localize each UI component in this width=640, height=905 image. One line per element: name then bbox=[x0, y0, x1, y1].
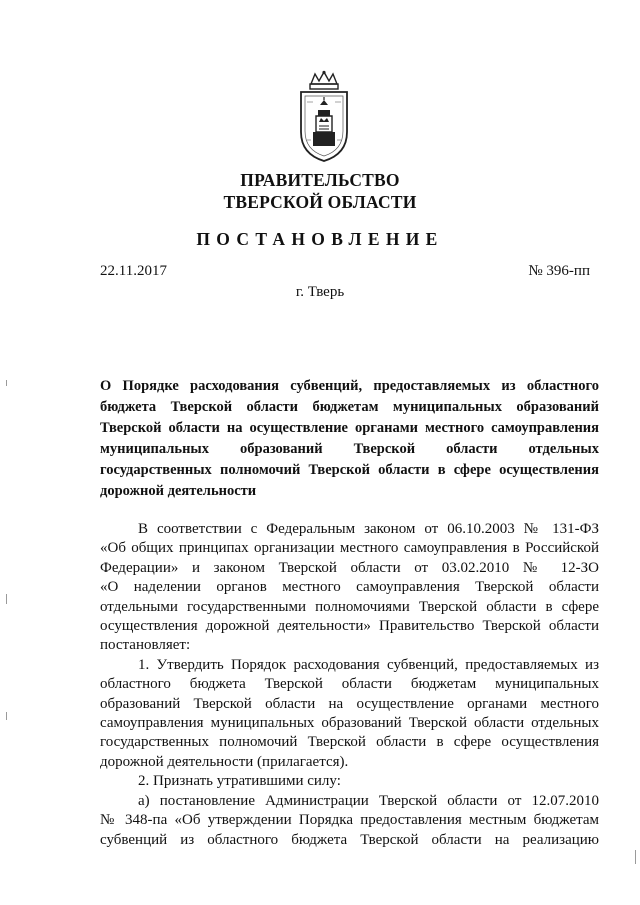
subject-line: О Порядке расходования субвенций, предоставляемых из областного bbox=[100, 378, 599, 394]
government-title-line1: ПРАВИТЕЛЬСТВО bbox=[240, 170, 400, 190]
body-line: В соответствии с Федеральным законом от 06.10.2003 № 131-ФЗ bbox=[138, 521, 599, 537]
body-line: государственных полномочий Тверской области в сфере осуществления bbox=[100, 734, 599, 751]
body-line: отдельными государственными полномочиями Тверской области в сфере bbox=[100, 598, 599, 615]
document-number: № 396-пп bbox=[528, 263, 590, 279]
subject-line: государственных полномочий Тверской области в сфере осуществления bbox=[100, 462, 599, 478]
body-line: «Об общих принципах организации местного самоуправления в Российской bbox=[100, 540, 599, 557]
document-type-heading: ПОСТАНОВЛЕНИЕ bbox=[196, 229, 444, 249]
body-line: субвенций из областного бюджета Тверской области на реализацию bbox=[100, 831, 599, 848]
subject-line: бюджета Тверской области бюджетам муниципальных образований bbox=[100, 399, 599, 415]
body-line: 2. Признать утратившими силу: bbox=[138, 773, 341, 790]
scan-artifact bbox=[635, 850, 636, 864]
document-body bbox=[100, 520, 599, 850]
body-line: № 348-па «Об утверждении Порядка предоставления местным бюджетам bbox=[100, 812, 599, 829]
body-line: образований Тверской области на осуществление органами местного bbox=[100, 695, 599, 712]
document-city: г. Тверь bbox=[295, 284, 345, 300]
scan-artifact bbox=[6, 712, 7, 720]
body-line: самоуправления муниципальных образований Тверской области отдельных bbox=[100, 715, 599, 732]
scan-artifact bbox=[6, 594, 7, 604]
body-line: осуществления дорожной деятельности» Правительство Тверской области bbox=[100, 618, 599, 635]
document-date: 22.11.2017 bbox=[100, 263, 167, 279]
scan-artifact bbox=[6, 380, 7, 386]
body-line: дорожной деятельности (прилагается). bbox=[100, 753, 349, 770]
subject-line: дорожной деятельности bbox=[100, 483, 257, 499]
body-line: Федерации» и законом Тверской области от 03.02.2010 № 12-ЗО bbox=[100, 559, 599, 576]
body-line: «О наделении органов местного самоуправления Тверской области bbox=[100, 579, 599, 596]
body-line: 1. Утвердить Порядок расходования субвенций, предоставляемых из bbox=[138, 656, 599, 673]
body-line: областного бюджета Тверской области бюджетам муниципальных bbox=[100, 676, 599, 693]
subject-line: муниципальных образований Тверской области отдельных bbox=[100, 441, 599, 457]
body-line: а) постановление Администрации Тверской области от 12.07.2010 bbox=[138, 792, 599, 809]
document-subject bbox=[100, 376, 599, 502]
body-line: постановляет: bbox=[100, 637, 191, 654]
subject-line: Тверской области на осуществление органами местного самоуправления bbox=[100, 420, 599, 436]
tver-coat-of-arms-icon bbox=[297, 70, 351, 163]
government-title-line2: ТВЕРСКОЙ ОБЛАСТИ bbox=[223, 192, 417, 212]
